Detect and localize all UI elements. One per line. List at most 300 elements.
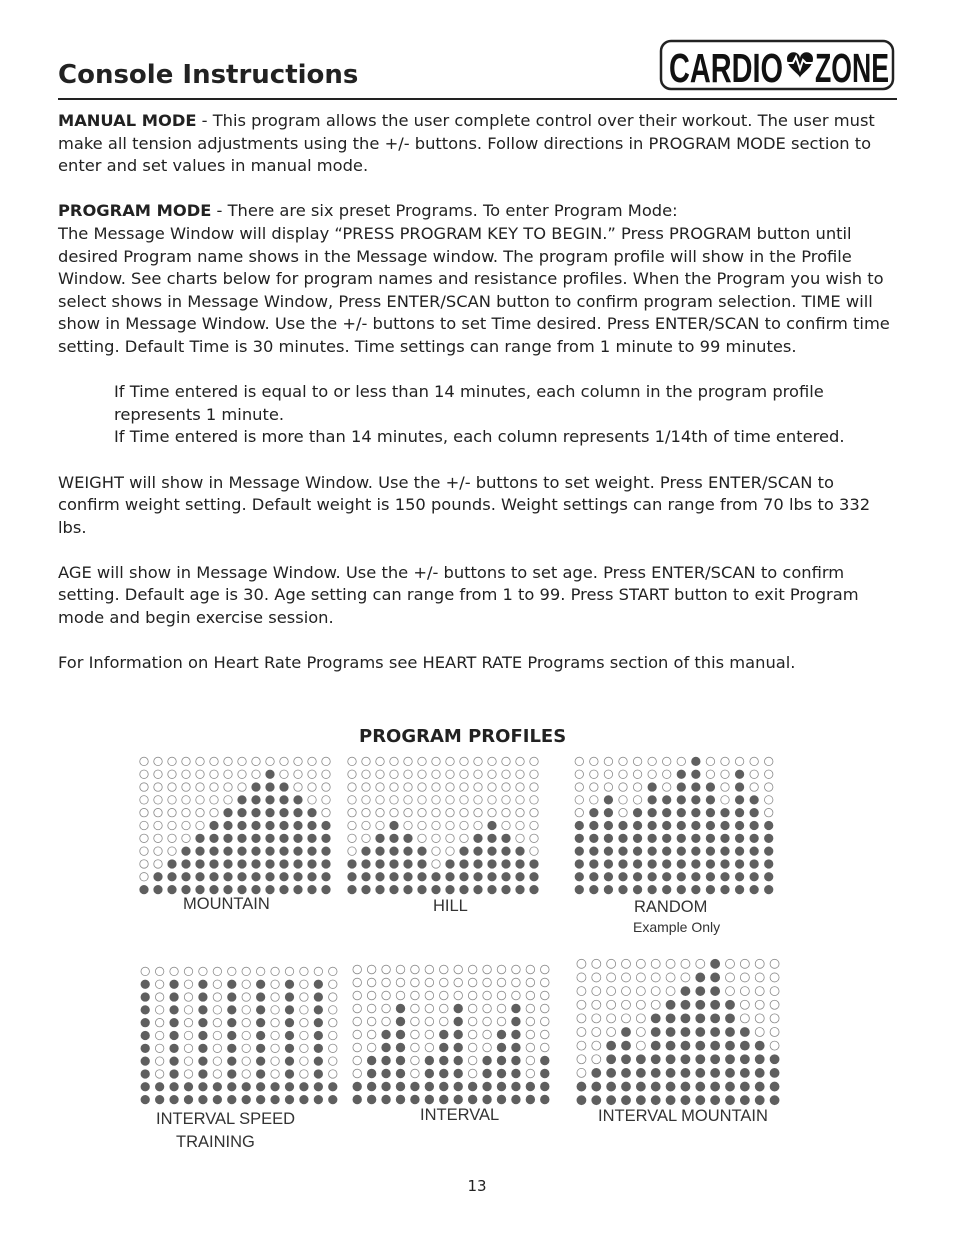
- profile-dot-filled: [210, 821, 218, 829]
- profile-dot-filled: [170, 1031, 178, 1039]
- profile-dot-filled: [530, 873, 538, 881]
- profile-dot-empty: [740, 987, 749, 996]
- profile-dot-filled: [692, 834, 700, 842]
- profile-dot-filled: [210, 834, 218, 842]
- profile-random: [572, 755, 776, 896]
- profile-dot-filled: [677, 796, 685, 804]
- profile-dot-filled: [474, 873, 482, 881]
- profile-dot-empty: [271, 1031, 279, 1039]
- profile-dot-filled: [285, 1006, 293, 1014]
- profile-dot-empty: [418, 783, 426, 791]
- profile-dot-filled: [285, 980, 293, 988]
- profile-dot-filled: [170, 1083, 178, 1091]
- profile-dot-filled: [266, 808, 274, 816]
- profile-dot-filled: [604, 808, 612, 816]
- profile-dot-empty: [607, 1000, 616, 1009]
- profile-dot-filled: [662, 796, 670, 804]
- profile-dot-empty: [140, 796, 148, 804]
- profile-dot-filled: [711, 1028, 720, 1037]
- profile-dot-filled: [322, 847, 330, 855]
- profile-dot-empty: [322, 796, 330, 804]
- profile-dot-filled: [454, 1030, 463, 1039]
- profile-dot-empty: [411, 965, 420, 974]
- profile-dot-filled: [526, 1082, 535, 1091]
- profile-dot-filled: [590, 834, 598, 842]
- profile-dot-empty: [141, 967, 149, 975]
- profile-dot-empty: [184, 1070, 192, 1078]
- profile-dot-empty: [411, 1017, 420, 1026]
- profile-dot-filled: [502, 873, 510, 881]
- profile-dot-filled: [622, 1041, 631, 1050]
- profile-dot-filled: [382, 1082, 391, 1091]
- profile-dot-empty: [662, 783, 670, 791]
- profile-dot-filled: [666, 1055, 675, 1064]
- profile-dot-empty: [696, 959, 705, 968]
- profile-dot-empty: [242, 1070, 250, 1078]
- profile-dot-empty: [497, 991, 506, 1000]
- profile-dot-empty: [622, 1000, 631, 1009]
- profile-dot-empty: [322, 757, 330, 765]
- profile-dot-empty: [376, 757, 384, 765]
- profile-dot-empty: [367, 991, 376, 1000]
- profile-dot-filled: [224, 885, 232, 893]
- profile-dot-filled: [308, 808, 316, 816]
- profile-dot-empty: [497, 1004, 506, 1013]
- profile-dot-empty: [541, 978, 550, 987]
- profile-dot-filled: [755, 1041, 764, 1050]
- profile-dot-filled: [648, 847, 656, 855]
- profile-dot-empty: [454, 978, 463, 987]
- profile-dot-filled: [735, 847, 743, 855]
- profile-dot-empty: [666, 987, 675, 996]
- profile-dot-empty: [526, 1069, 535, 1078]
- profile-dot-filled: [633, 885, 641, 893]
- profile-dot-empty: [280, 757, 288, 765]
- profile-dot-filled: [238, 808, 246, 816]
- profile-dot-filled: [390, 834, 398, 842]
- profile-dot-empty: [168, 808, 176, 816]
- profile-dot-filled: [418, 860, 426, 868]
- profile-dot-filled: [755, 1055, 764, 1064]
- profile-dot-filled: [590, 821, 598, 829]
- profile-dot-empty: [154, 808, 162, 816]
- profile-dot-filled: [271, 1095, 279, 1103]
- profile-dot-empty: [418, 808, 426, 816]
- profile-dot-filled: [300, 1095, 308, 1103]
- profile-dot-filled: [735, 808, 743, 816]
- profile-dot-empty: [577, 1000, 586, 1009]
- profile-dot-empty: [242, 1057, 250, 1065]
- profile-dot-filled: [575, 821, 583, 829]
- profile-dot-filled: [362, 847, 370, 855]
- profile-dot-empty: [592, 959, 601, 968]
- profile-dot-filled: [648, 873, 656, 881]
- profile-dot-empty: [750, 783, 758, 791]
- profile-dot-filled: [692, 860, 700, 868]
- profile-dot-filled: [322, 834, 330, 842]
- profile-dot-empty: [590, 796, 598, 804]
- profile-dot-filled: [636, 1055, 645, 1064]
- profile-dot-filled: [256, 980, 264, 988]
- profile-dot-filled: [418, 873, 426, 881]
- profile-dot-filled: [721, 821, 729, 829]
- profile-dot-filled: [170, 993, 178, 1001]
- profile-dot-filled: [677, 821, 685, 829]
- profile-dot-empty: [474, 770, 482, 778]
- profile-dot-filled: [755, 1068, 764, 1077]
- profile-dot-filled: [294, 885, 302, 893]
- profile-dot-empty: [577, 1028, 586, 1037]
- profile-dot-empty: [651, 973, 660, 982]
- profile-dot-filled: [604, 834, 612, 842]
- profile-dot-empty: [213, 1006, 221, 1014]
- profile-dot-filled: [242, 1095, 250, 1103]
- profile-dot-filled: [454, 1082, 463, 1091]
- profile-dot-filled: [285, 1044, 293, 1052]
- profile-dot-filled: [170, 1095, 178, 1103]
- profile-dot-filled: [252, 808, 260, 816]
- profile-dot-filled: [184, 1095, 192, 1103]
- profile-dot-empty: [577, 1041, 586, 1050]
- profile-dot-filled: [636, 1082, 645, 1091]
- instructions-body: [58, 110, 898, 697]
- profile-dot-empty: [308, 770, 316, 778]
- profile-dot-filled: [735, 834, 743, 842]
- profile-dot-empty: [460, 834, 468, 842]
- profile-dot-filled: [590, 873, 598, 881]
- profile-dot-filled: [764, 847, 772, 855]
- profile-dot-filled: [382, 1056, 391, 1065]
- profile-dot-filled: [266, 834, 274, 842]
- profile-dot-filled: [607, 1082, 616, 1091]
- profile-dot-filled: [488, 873, 496, 881]
- profile-dot-empty: [468, 1056, 477, 1065]
- profile-dot-filled: [619, 834, 627, 842]
- profile-dot-filled: [141, 1083, 149, 1091]
- profile-dot-empty: [432, 821, 440, 829]
- profile-dot-filled: [648, 885, 656, 893]
- profile-dot-empty: [488, 783, 496, 791]
- profile-dot-filled: [750, 821, 758, 829]
- profile-dot-empty: [432, 783, 440, 791]
- profile-dot-filled: [633, 808, 641, 816]
- profile-dot-empty: [411, 1004, 420, 1013]
- profile-dot-filled: [440, 1082, 449, 1091]
- profile-dot-filled: [468, 1095, 477, 1104]
- profile-dot-empty: [575, 808, 583, 816]
- profile-dot-filled: [228, 1057, 236, 1065]
- profile-dot-empty: [607, 987, 616, 996]
- profile-dot-filled: [474, 885, 482, 893]
- profile-dot-empty: [526, 965, 535, 974]
- profile-dot-filled: [154, 885, 162, 893]
- profile-dot-filled: [726, 1068, 735, 1077]
- profile-dot-empty: [590, 783, 598, 791]
- profile-dot-filled: [706, 860, 714, 868]
- profile-dot-filled: [396, 1056, 405, 1065]
- profile-dot-filled: [735, 885, 743, 893]
- profile-dot-filled: [454, 1004, 463, 1013]
- profile-dot-filled: [141, 1044, 149, 1052]
- profile-dot-empty: [592, 1041, 601, 1050]
- profile-dot-filled: [770, 1068, 779, 1077]
- profile-dot-empty: [526, 991, 535, 1000]
- profile-dot-filled: [252, 873, 260, 881]
- profile-dot-filled: [735, 873, 743, 881]
- profile-dot-filled: [425, 1095, 434, 1104]
- profile-dot-filled: [516, 873, 524, 881]
- profile-dot-filled: [512, 1056, 521, 1065]
- profile-dot-filled: [666, 1082, 675, 1091]
- profile-dot-empty: [376, 796, 384, 804]
- profile-dot-empty: [224, 796, 232, 804]
- profile-dot-empty: [300, 1018, 308, 1026]
- profile-dot-filled: [432, 885, 440, 893]
- profile-dot-filled: [666, 1041, 675, 1050]
- profile-dot-filled: [294, 796, 302, 804]
- profile-dot-empty: [213, 993, 221, 1001]
- profile-dot-empty: [770, 973, 779, 982]
- profile-dot-empty: [382, 991, 391, 1000]
- profile-dot-empty: [764, 808, 772, 816]
- profile-dot-filled: [390, 860, 398, 868]
- profile-dot-filled: [322, 821, 330, 829]
- profile-dot-filled: [266, 885, 274, 893]
- profile-dot-filled: [622, 1082, 631, 1091]
- profile-dot-empty: [184, 1044, 192, 1052]
- profile-dot-empty: [526, 1004, 535, 1013]
- profile-dot-filled: [666, 1096, 675, 1105]
- profile-dot-empty: [592, 1014, 601, 1023]
- profile-dot-filled: [210, 885, 218, 893]
- profile-dot-filled: [390, 821, 398, 829]
- profile-dot-empty: [446, 821, 454, 829]
- profile-dot-empty: [633, 757, 641, 765]
- profile-dot-empty: [483, 991, 492, 1000]
- profile-dot-filled: [530, 885, 538, 893]
- profile-dot-empty: [271, 1006, 279, 1014]
- profile-dot-filled: [526, 1095, 535, 1104]
- profile-dot-filled: [696, 1028, 705, 1037]
- profile-dot-empty: [474, 808, 482, 816]
- profile-dot-filled: [764, 860, 772, 868]
- profile-dot-filled: [440, 1030, 449, 1039]
- profile-label-mountain: MOUNTAIN: [183, 895, 270, 913]
- profile-dot-empty: [721, 770, 729, 778]
- profile-dot-filled: [454, 1043, 463, 1052]
- profile-dot-empty: [622, 1014, 631, 1023]
- profile-dot-empty: [575, 783, 583, 791]
- profile-dot-filled: [252, 783, 260, 791]
- profile-dot-empty: [224, 783, 232, 791]
- profile-dot-empty: [636, 959, 645, 968]
- profile-dot-filled: [692, 808, 700, 816]
- profile-dot-empty: [140, 757, 148, 765]
- program-mode-label: PROGRAM MODE: [58, 201, 212, 221]
- profile-label-interval-mountain: INTERVAL MOUNTAIN: [598, 1107, 768, 1125]
- profile-dot-empty: [483, 965, 492, 974]
- profile-dot-filled: [541, 1056, 550, 1065]
- profile-dot-filled: [575, 873, 583, 881]
- profile-dot-empty: [468, 1004, 477, 1013]
- profile-dot-filled: [308, 860, 316, 868]
- profile-dot-filled: [622, 1068, 631, 1077]
- profile-dot-empty: [362, 821, 370, 829]
- profile-dot-filled: [266, 783, 274, 791]
- profile-dot-filled: [619, 847, 627, 855]
- profile-dot-filled: [607, 1055, 616, 1064]
- profile-dot-empty: [300, 980, 308, 988]
- profile-dot-empty: [140, 847, 148, 855]
- profile-dot-filled: [454, 1069, 463, 1078]
- profile-dot-empty: [242, 980, 250, 988]
- profile-dot-filled: [711, 987, 720, 996]
- profile-dot-filled: [770, 1082, 779, 1091]
- profile-dot-filled: [677, 834, 685, 842]
- profile-dot-empty: [154, 860, 162, 868]
- profile-dot-empty: [322, 808, 330, 816]
- profile-dot-filled: [314, 980, 322, 988]
- profile-dot-filled: [750, 873, 758, 881]
- profile-dot-filled: [396, 1004, 405, 1013]
- profile-dot-filled: [662, 808, 670, 816]
- profile-dot-empty: [446, 770, 454, 778]
- profile-dot-empty: [541, 1004, 550, 1013]
- profile-dot-filled: [662, 834, 670, 842]
- profile-grid-interval: [350, 963, 552, 1106]
- profile-dot-filled: [294, 860, 302, 868]
- profile-dot-filled: [141, 1095, 149, 1103]
- profile-dot-empty: [530, 796, 538, 804]
- profile-dot-empty: [516, 757, 524, 765]
- profile-dot-filled: [199, 980, 207, 988]
- profile-dot-filled: [141, 1018, 149, 1026]
- profile-dot-filled: [677, 770, 685, 778]
- program-mode-details: The Message Window will display “PRESS PROGRAM KEY TO BEGIN.” Press PROGRAM button until desired Program name shows in the Message window. The program profile will show in the Profile Window. See charts below for program names and resistance profiles. When the Program you wish to select shows in Message Window, Press ENTER/SCAN button to confirm program selection. TIME will show in Message Window. Use the +/- buttons to set Time desired. Press ENTER/SCAN to confirm time setting. Default Time is 30 minutes. Time settings can range from 1 minute to 99 minutes.: [58, 223, 890, 356]
- profile-dot-empty: [271, 1018, 279, 1026]
- profile-dot-empty: [168, 770, 176, 778]
- profile-dot-filled: [512, 1082, 521, 1091]
- profile-dot-filled: [740, 1096, 749, 1105]
- profile-dot-filled: [677, 885, 685, 893]
- profile-dot-empty: [488, 796, 496, 804]
- profile-dot-empty: [242, 1006, 250, 1014]
- profile-dot-empty: [770, 1041, 779, 1050]
- profile-dot-filled: [308, 821, 316, 829]
- profile-dot-filled: [488, 821, 496, 829]
- profile-dot-filled: [224, 834, 232, 842]
- profile-dot-filled: [711, 1082, 720, 1091]
- profile-dot-empty: [155, 1070, 163, 1078]
- profile-dot-filled: [651, 1041, 660, 1050]
- profile-dot-empty: [425, 991, 434, 1000]
- profile-dot-filled: [681, 1028, 690, 1037]
- profile-dot-filled: [376, 847, 384, 855]
- profile-dot-filled: [213, 1083, 221, 1091]
- profile-dot-filled: [418, 847, 426, 855]
- profile-dot-empty: [425, 1030, 434, 1039]
- profile-dot-filled: [764, 821, 772, 829]
- profile-dot-empty: [213, 1044, 221, 1052]
- profile-dot-empty: [592, 1055, 601, 1064]
- profile-dot-filled: [764, 885, 772, 893]
- profile-dot-filled: [170, 1070, 178, 1078]
- profile-dot-empty: [592, 1000, 601, 1009]
- profile-dot-filled: [721, 847, 729, 855]
- profile-dot-empty: [210, 808, 218, 816]
- profile-dot-filled: [199, 1031, 207, 1039]
- profile-dot-filled: [199, 1006, 207, 1014]
- profile-dot-empty: [530, 757, 538, 765]
- profile-dot-empty: [770, 959, 779, 968]
- profile-dot-filled: [696, 1055, 705, 1064]
- profile-dot-empty: [184, 1057, 192, 1065]
- profile-dot-filled: [706, 834, 714, 842]
- profile-dot-empty: [516, 796, 524, 804]
- profile-dot-empty: [483, 1043, 492, 1052]
- profile-dot-filled: [280, 834, 288, 842]
- profile-dot-filled: [706, 847, 714, 855]
- profile-dot-empty: [740, 1014, 749, 1023]
- profile-dot-filled: [512, 1095, 521, 1104]
- profile-dot-empty: [764, 783, 772, 791]
- profile-dot-empty: [411, 1030, 420, 1039]
- profile-dot-filled: [692, 885, 700, 893]
- profile-dot-filled: [735, 860, 743, 868]
- profile-grid-interval-mountain: [574, 957, 782, 1107]
- profile-dot-filled: [474, 847, 482, 855]
- profile-dot-filled: [590, 860, 598, 868]
- profile-dot-empty: [353, 978, 362, 987]
- profile-dot-empty: [651, 959, 660, 968]
- profile-dot-filled: [314, 1044, 322, 1052]
- profile-dot-filled: [238, 860, 246, 868]
- profile-dot-filled: [750, 808, 758, 816]
- profile-dot-empty: [740, 1000, 749, 1009]
- profile-dot-empty: [512, 965, 521, 974]
- profile-dot-empty: [362, 834, 370, 842]
- profile-dot-empty: [300, 1031, 308, 1039]
- profile-dot-empty: [474, 757, 482, 765]
- profile-dot-filled: [764, 834, 772, 842]
- profile-dot-empty: [651, 987, 660, 996]
- profile-dot-empty: [460, 757, 468, 765]
- profile-dot-empty: [280, 770, 288, 778]
- profile-dot-empty: [526, 1030, 535, 1039]
- profile-dot-empty: [376, 808, 384, 816]
- profile-dot-empty: [199, 967, 207, 975]
- profile-dot-empty: [636, 1000, 645, 1009]
- profile-dot-filled: [411, 1082, 420, 1091]
- profile-dot-empty: [155, 1006, 163, 1014]
- profile-dot-filled: [726, 1000, 735, 1009]
- weight-paragraph: WEIGHT will show in Message Window. Use the +/- buttons to set weight. Press ENTER/SCAN to confirm weight setting. Default weight is 150 pounds. Weight settings can range from 70 lbs to 332 lbs.: [58, 472, 871, 537]
- profile-dot-filled: [662, 885, 670, 893]
- profile-dot-empty: [376, 821, 384, 829]
- time-note-1: If Time entered is equal to or less than 14 minutes, each column in the program profile represents 1 minute.: [114, 382, 824, 424]
- profile-dot-empty: [592, 973, 601, 982]
- profile-dot-empty: [353, 1017, 362, 1026]
- profile-dot-filled: [648, 821, 656, 829]
- profile-dot-empty: [488, 808, 496, 816]
- profile-dot-filled: [266, 860, 274, 868]
- profile-dot-empty: [740, 959, 749, 968]
- profile-dot-empty: [516, 808, 524, 816]
- profile-dot-filled: [228, 1095, 236, 1103]
- profile-dot-empty: [497, 1017, 506, 1026]
- profile-dot-empty: [196, 757, 204, 765]
- profile-dot-empty: [140, 873, 148, 881]
